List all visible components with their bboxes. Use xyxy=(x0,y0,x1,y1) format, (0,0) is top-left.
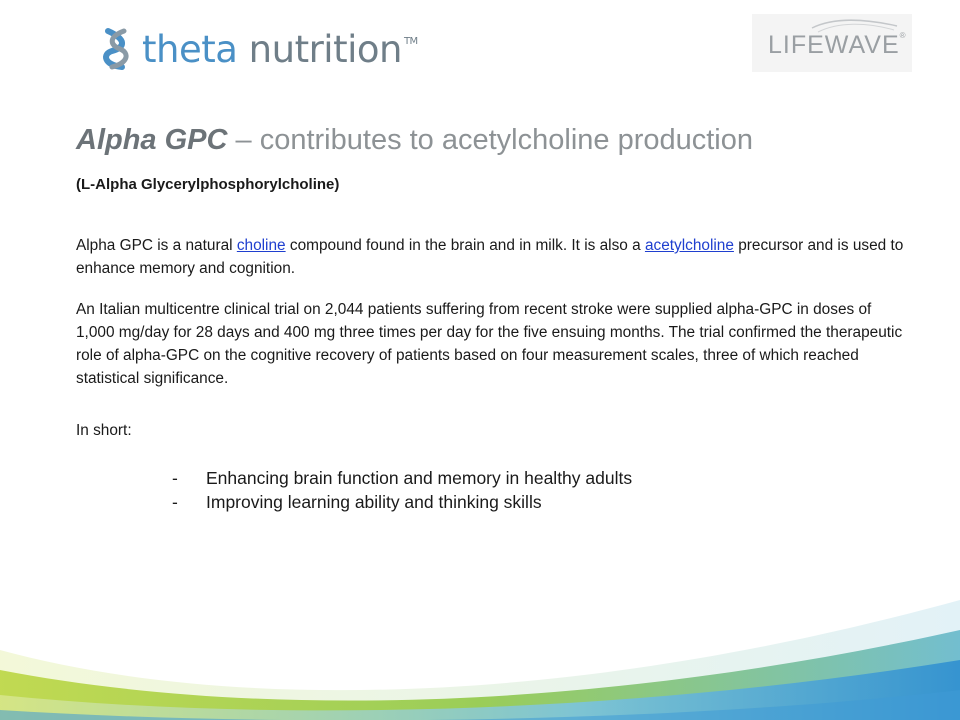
intro-text-2: compound found in the brain and in milk. It is also a xyxy=(285,237,645,254)
list-item xyxy=(172,490,632,514)
intro-text-1: Alpha GPC is a natural xyxy=(76,237,237,254)
in-short-label: In short: xyxy=(76,422,132,439)
lifewave-wordmark xyxy=(768,31,907,60)
list-item xyxy=(172,466,632,490)
brand-word-nutrition: nutrition xyxy=(248,27,402,71)
bullet-dash: - xyxy=(172,492,178,512)
theta-nutrition-logo xyxy=(100,24,418,74)
registered-mark: ® xyxy=(899,31,907,40)
decorative-swoosh xyxy=(0,560,960,720)
lifewave-text: LIFEWAVE xyxy=(768,31,900,59)
choline-link[interactable]: choline xyxy=(236,237,286,254)
acetylcholine-link[interactable]: acetylcholine xyxy=(644,237,734,254)
trademark-mark: TM xyxy=(403,35,418,47)
brand-word-theta: theta xyxy=(142,27,238,71)
lifewave-logo xyxy=(752,14,912,72)
bullet-text: Enhancing brain function and memory in healthy adults xyxy=(206,468,633,488)
trial-paragraph: An Italian multicentre clinical trial on 2,044 patients suffering from recent stroke were supplied alpha-GPC in doses of 1,000 mg/day for 28 days and 400 mg three times per day for the five ensuing months. The trial confirmed the therapeutic role of alpha-GPC on the cognitive recovery of patients based on four measurement scales, three of which reached statistical significance. xyxy=(76,301,903,387)
bullet-dash: - xyxy=(172,468,178,488)
title-bold: Alpha GPC xyxy=(76,124,228,156)
intro-text-3: precursor and is used to enhance memory and cognition. xyxy=(76,237,904,277)
title-rest: – contributes to acetylcholine production xyxy=(227,124,754,156)
benefits-list xyxy=(172,466,632,514)
theta-brand-text xyxy=(142,28,418,71)
page-title xyxy=(76,124,753,157)
theta-dna-icon xyxy=(100,27,134,71)
bullet-text: Improving learning ability and thinking skills xyxy=(206,492,542,512)
page-subtitle: (L-Alpha Glycerylphosphorylcholine) xyxy=(76,176,340,193)
intro-paragraph xyxy=(76,234,906,280)
